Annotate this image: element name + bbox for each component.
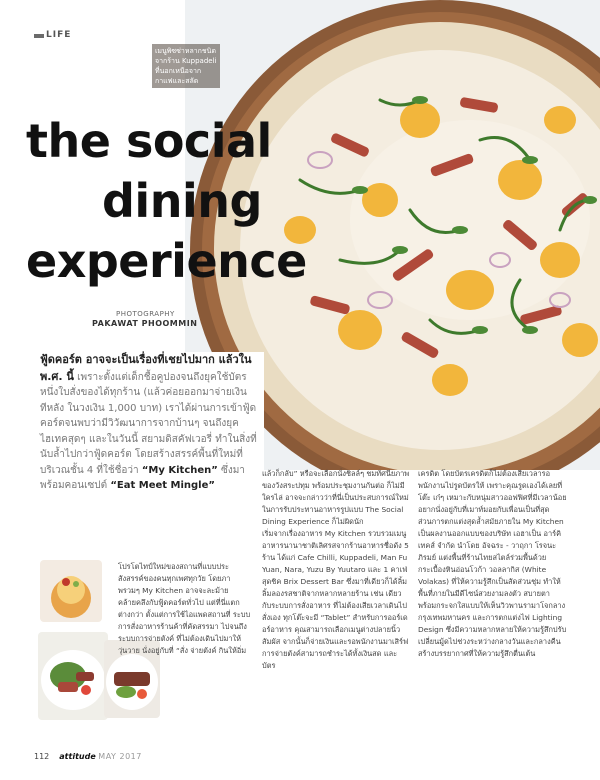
title-line-3: experience bbox=[26, 234, 307, 288]
photo-caption: เมนูพิซซ่าหลากชนิด จากร้าน Kuppadeli ที่นอกเหนือจากกาแฟและสลัด bbox=[152, 44, 220, 88]
credit-label: PHOTOGRAPHY bbox=[116, 310, 175, 318]
body-column-1: โปรโตไทป์ใหม่ของสถานที่แบบประสังสรรค์ของคนทุกเพศทุกวัย โดยภาพรวมๆ My Kitchen อาจจะละม้ายคล้ายคลึงกับฟู้ดคอร์ตทั่วไป แต่ที่นี่แตกต่างกว่า ตั้งแต่การใช้ไอแพดสถานที่ ระบบการสั่งอาหารร้านค้าที่คัดสรรมา ไปจนถึงระบบการจ่ายตังค์ ที่ไม่ต้องเดินไปมาให้วุ่นวาย นั่งอยู่กับที่ “สั่ง จ่ายตังค์ กินให้อิ่ม bbox=[118, 562, 251, 655]
intro-lead: ฟู้ดคอร์ต อาจจะเป็นเรื่องที่เชยไปมาก แล้วใน พ.ศ. นี้ bbox=[40, 353, 252, 383]
title-line-2: dining bbox=[102, 174, 262, 228]
issue-date: MAY 2017 bbox=[98, 752, 142, 761]
intro-body: เพราะตั้งแต่เด็กชื้อคูปองจนถึงยุคใช้บัตรหนึ่งใบสั่งของได้ทุกร้าน (แล้วค่อยออกมาจ่ายเงินทีหลัง ในวงเงิน 1,000 บาท) เราได้ผ่านการเข้าฟู้ดคอร์ตจนพบว่ามีวิวัฒนาการจากบ้านๆ จนถึงยุคไฮเทคสุดๆ และในวันนี้ สยามดิสคัฟเวอรี่ ทำในสิ่งที่นับล้ำไปกว่าฟู้ดคอร์ต โดยสร้างสรรค์พื้นที่ใหม่ที่บริเวณชั้น 4 ที่ใช้ชื่อว่า bbox=[40, 371, 257, 476]
magazine-name: attitude bbox=[59, 752, 96, 761]
salad-thumbnail bbox=[38, 632, 108, 720]
credit-name: PAKAWAT PHOOMMIN bbox=[92, 319, 198, 328]
section-label: LIFE bbox=[46, 30, 72, 40]
page-footer bbox=[34, 752, 142, 761]
dessert-thumbnail bbox=[40, 560, 102, 622]
section-marker bbox=[34, 34, 44, 38]
intro-venue-name: “My Kitchen” bbox=[141, 464, 218, 476]
page-number: 112 bbox=[34, 752, 50, 761]
intro-paragraph bbox=[40, 352, 264, 494]
intro-body-2: ซึ่งมาพร้อมคอนเซปต์ bbox=[40, 464, 245, 491]
body-column-2: แล้วก็กลับ” หรือจะเลือกนั่งชิลล์ๆ ชมทัศนียภาพของวังสระปทุม พร้อมประชุมงานกันต่อ ก็ไม่มีใครไล่ อาจจะกล่าวว่าที่นี่เป็นประสบการณ์ใหม่ในการรับประทานอาหารรูปแบบ The Social Dining Experience ก็ไม่ผิดนัก เริ่มจากเรื่องอาหาร My Kitchen รวบรวมเมนูอาหารนานาชาติเลิศรสจากร้านอาหารชื่อดัง 5 ร้าน ได้แก่ Cafe Chilli, Kuppadeli, Man Fu Yuan, Nara, Yuzu By Yuutaro และ 1 คาเฟ่สุดชิค Brix Dessert Bar ซึ่งมาที่เดียวก็ได้ลิ้มลิ้มลองรสชาติจากหลากหลายร้าน เช่น เดียวกับระบบการสั่งอาหาร ที่ไม่ต้องเสียเวลาเดินไปสั่งเอง ทุกโต๊ะจะมี “Tablet” สำหรับการออร์เดอร์อาหาร คุณสามารถเลือกเมนูต่างปลายนิ้วสัมผัส จากนั้นก็จ่ายเงินและรอพนักงานมาเสิร์ฟ การจ่ายตังค์สามารถชำระได้ทั้งเงินสด และบัตร bbox=[262, 469, 410, 670]
intro-concept: “Eat Meet Mingle” bbox=[110, 480, 215, 491]
body-column-3: เครดิต โดยบัตรเครดิตก็ไม่ต้องเสียเวลารอพนักงานไปรูดบัตรให้ เพราะคุณรูดเองได้เลยที่โต๊ะ เก๋ๆ เหมาะกับหนุ่มสาวออฟฟิศที่มีเวลาน้อย อยากนั่งอยู่กับที่เมาท์มอยกับเพื่อนเป็นที่สุด ส่วนการตกแต่งสุดล้ำสมัยภายใน My Kitchen เป็นผลงานออกแบบของบริษัท เอฮาเป็น อาร์คิเทคส์ จำกัด นำโดย อัจฉระ - วาฤกา โรจนะภิรมย์ แต่งพื้นที่ร้านไทยสไตล์ร่วมพื้นด้วยกระเบื้องหินอ่อนโวก้า วอลลากิส (White Volakas) ที่ให้ความรู้สึกเป็นสัดส่วนชุ่ม ทำให้พื้นที่ภายในมีดีไซน์สวยงามลงตัว สบายตา พร้อมกระจกใสแบบให้เห็นวิวพานรามาโจกลางกรุงเทพมหานคร และการตกแต่งไฟ Lighting Design ซึ่งมีความหลากหลายให้ความรู้สึกปรับเปลี่ยนมู้ดไปช่วงระหว่างกลางวันและกลางคืน สร้างบรรยากาศที่ให้ความรู้สึกตื่นเต้น bbox=[418, 469, 567, 658]
title-line-1: the social bbox=[26, 114, 272, 168]
